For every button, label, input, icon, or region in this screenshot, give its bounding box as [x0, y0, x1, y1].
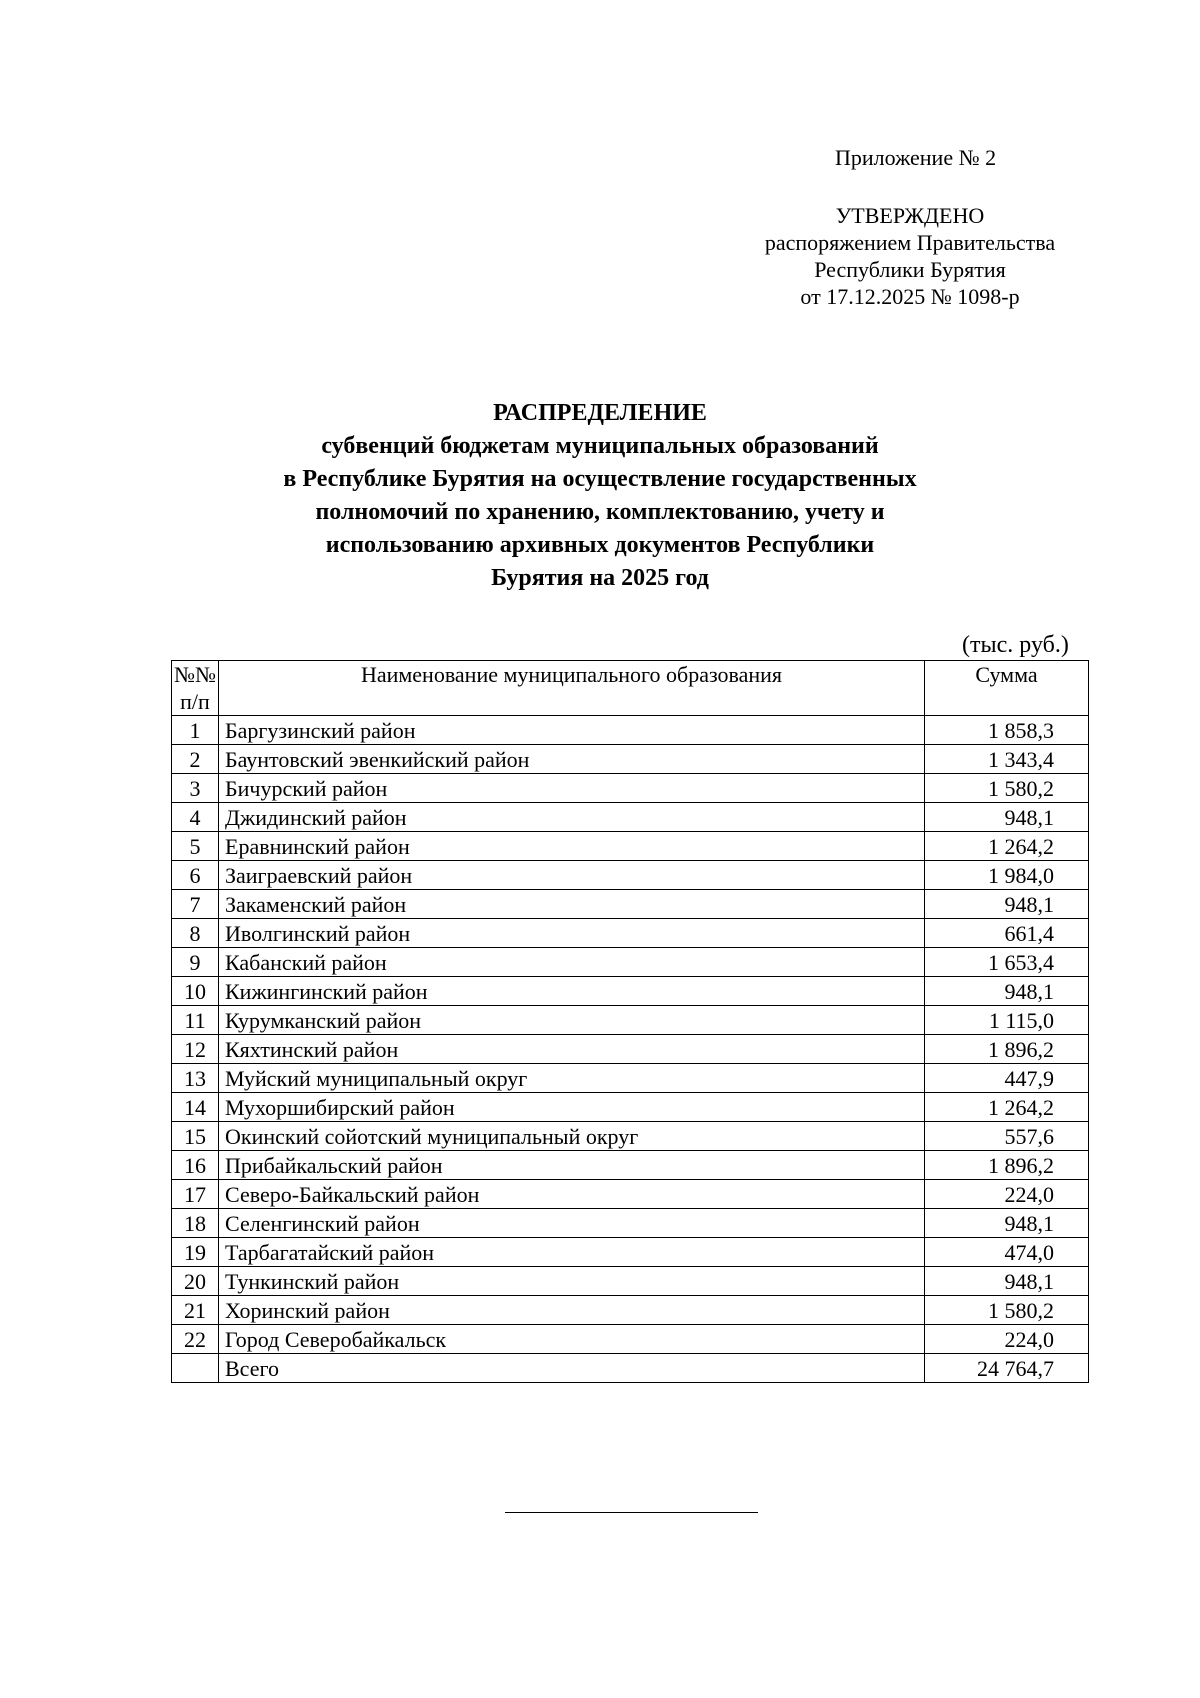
- table-row: [172, 1064, 1089, 1093]
- row-sum: 1 264,2: [925, 1093, 1089, 1122]
- row-sum: 1 858,3: [925, 716, 1089, 745]
- row-sum: 1 580,2: [925, 1296, 1089, 1325]
- row-number: 6: [172, 861, 219, 890]
- table-row: [172, 948, 1089, 977]
- approved-heading: УТВЕРЖДЕНО: [835, 203, 985, 228]
- header-name: Наименование муниципального образования: [219, 661, 925, 716]
- title-line: полномочий по хранению, комплектованию, учету и: [315, 499, 885, 525]
- row-sum: 948,1: [925, 1267, 1089, 1296]
- row-sum: 1 653,4: [925, 948, 1089, 977]
- row-number: 22: [172, 1325, 219, 1354]
- row-name: Кяхтинский район: [219, 1035, 925, 1064]
- row-sum: 474,0: [925, 1238, 1089, 1267]
- row-name: Закаменский район: [219, 890, 925, 919]
- row-number: 18: [172, 1209, 219, 1238]
- row-name: Баргузинский район: [219, 716, 925, 745]
- table-row: [172, 832, 1089, 861]
- row-number: 21: [172, 1296, 219, 1325]
- row-name: Джидинский район: [219, 803, 925, 832]
- approved-date-line: от 17.12.2025 № 1098-р: [800, 284, 1020, 309]
- row-number: 20: [172, 1267, 219, 1296]
- row-number: 11: [172, 1006, 219, 1035]
- row-sum: 447,9: [925, 1064, 1089, 1093]
- table-row: [172, 1180, 1089, 1209]
- row-sum: 224,0: [925, 1325, 1089, 1354]
- title-line: РАСПРЕДЕЛЕНИЕ: [493, 400, 707, 426]
- row-name: Всего: [219, 1354, 925, 1383]
- row-sum: 1 896,2: [925, 1035, 1089, 1064]
- row-number: 12: [172, 1035, 219, 1064]
- table-row: [172, 1006, 1089, 1035]
- row-number: 14: [172, 1093, 219, 1122]
- distribution-table: [171, 660, 1089, 1383]
- table-row: [172, 1209, 1089, 1238]
- row-name: Мухоршибирский район: [219, 1093, 925, 1122]
- row-name: Баунтовский эвенкийский район: [219, 745, 925, 774]
- row-number: 5: [172, 832, 219, 861]
- row-name: Бичурский район: [219, 774, 925, 803]
- table-row: [172, 890, 1089, 919]
- row-sum: 948,1: [925, 890, 1089, 919]
- closing-divider: [505, 1512, 758, 1513]
- units-label: (тыс. руб.): [962, 632, 1069, 658]
- row-name: Кабанский район: [219, 948, 925, 977]
- table-row: [172, 774, 1089, 803]
- table-row: [172, 1151, 1089, 1180]
- table-row: [172, 803, 1089, 832]
- row-number: 8: [172, 919, 219, 948]
- row-sum: 1 580,2: [925, 774, 1089, 803]
- table-row: [172, 1122, 1089, 1151]
- table-row: [172, 1093, 1089, 1122]
- row-sum: 948,1: [925, 977, 1089, 1006]
- row-sum: 557,6: [925, 1122, 1089, 1151]
- header-number-line2: п/п: [180, 689, 210, 714]
- table-total-row: [172, 1354, 1089, 1383]
- row-number: 7: [172, 890, 219, 919]
- approved-by-line: распоряжением Правительства: [764, 230, 1056, 255]
- row-name: Северо-Байкальский район: [219, 1180, 925, 1209]
- row-sum: 1 343,4: [925, 745, 1089, 774]
- row-name: Курумканский район: [219, 1006, 925, 1035]
- table-row: [172, 977, 1089, 1006]
- approval-block: [720, 202, 1100, 310]
- row-number: 9: [172, 948, 219, 977]
- table-row: [172, 1296, 1089, 1325]
- table-row: [172, 716, 1089, 745]
- header-number-line1: №№: [174, 662, 216, 687]
- row-name: Тарбагатайский район: [219, 1238, 925, 1267]
- row-sum: 1 264,2: [925, 832, 1089, 861]
- row-name: Город Северобайкальск: [219, 1325, 925, 1354]
- row-number: 4: [172, 803, 219, 832]
- row-sum: 1 115,0: [925, 1006, 1089, 1035]
- table-row: [172, 1325, 1089, 1354]
- row-name: Заиграевский район: [219, 861, 925, 890]
- header-number: [172, 661, 219, 716]
- table-header-row: [172, 661, 1089, 716]
- row-number: 1: [172, 716, 219, 745]
- title-line: Бурятия на 2025 год: [491, 565, 709, 591]
- row-number: [172, 1354, 219, 1383]
- row-number: 13: [172, 1064, 219, 1093]
- title-line: субвенций бюджетам муниципальных образований: [321, 433, 879, 459]
- table-row: [172, 745, 1089, 774]
- row-sum: 24 764,7: [925, 1354, 1089, 1383]
- row-number: 16: [172, 1151, 219, 1180]
- row-number: 2: [172, 745, 219, 774]
- row-name: Иволгинский район: [219, 919, 925, 948]
- title-line: использованию архивных документов Республики: [325, 532, 875, 558]
- row-name: Окинский сойотский муниципальный округ: [219, 1122, 925, 1151]
- header-sum: Сумма: [925, 661, 1089, 716]
- document-title: [150, 397, 1050, 595]
- row-number: 17: [172, 1180, 219, 1209]
- table-row: [172, 1035, 1089, 1064]
- table-row: [172, 1267, 1089, 1296]
- row-sum: 1 984,0: [925, 861, 1089, 890]
- row-name: Хоринский район: [219, 1296, 925, 1325]
- row-name: Кижингинский район: [219, 977, 925, 1006]
- row-number: 19: [172, 1238, 219, 1267]
- row-number: 3: [172, 774, 219, 803]
- row-name: Еравнинский район: [219, 832, 925, 861]
- table-row: [172, 1238, 1089, 1267]
- row-sum: 224,0: [925, 1180, 1089, 1209]
- table-row: [172, 861, 1089, 890]
- row-number: 15: [172, 1122, 219, 1151]
- approved-republic-line: Республики Бурятия: [814, 257, 1006, 282]
- annex-label: Приложение № 2: [835, 145, 997, 170]
- row-number: 10: [172, 977, 219, 1006]
- title-line: в Республике Бурятия на осуществление государственных: [283, 466, 917, 492]
- row-sum: 948,1: [925, 1209, 1089, 1238]
- row-sum: 1 896,2: [925, 1151, 1089, 1180]
- row-sum: 661,4: [925, 919, 1089, 948]
- row-name: Муйский муниципальный округ: [219, 1064, 925, 1093]
- row-name: Тункинский район: [219, 1267, 925, 1296]
- row-name: Прибайкальский район: [219, 1151, 925, 1180]
- row-name: Селенгинский район: [219, 1209, 925, 1238]
- table-row: [172, 919, 1089, 948]
- row-sum: 948,1: [925, 803, 1089, 832]
